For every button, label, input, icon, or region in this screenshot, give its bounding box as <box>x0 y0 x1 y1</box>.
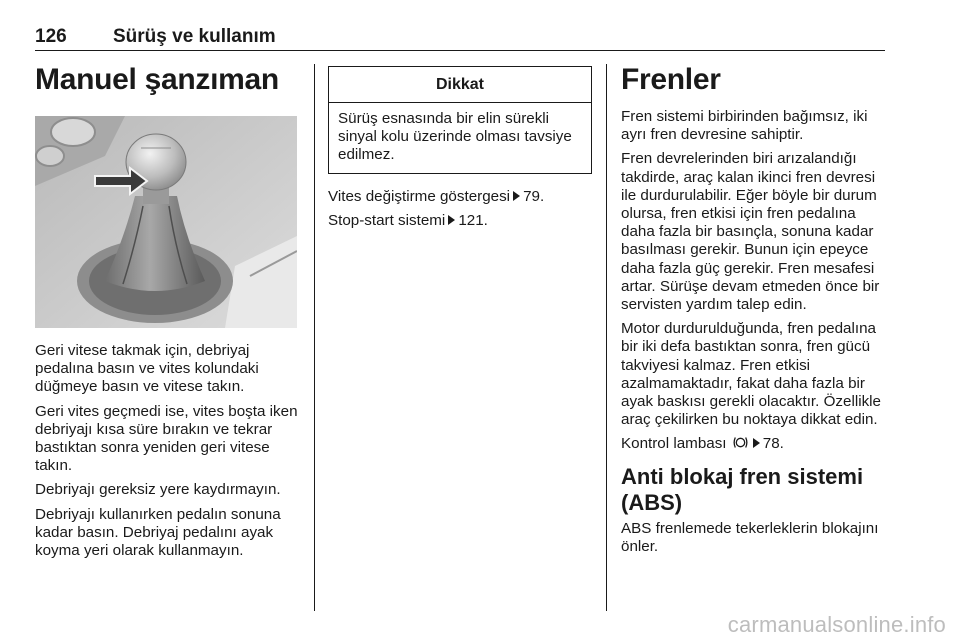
reference-text: Kontrol lambası <box>621 435 727 453</box>
paragraph: Geri vites geçmedi ise, vites boşta iken debriyajı kısa süre bırakın ve tekrar bastıktan sonra yeniden geri vitese takın. <box>35 402 298 475</box>
reference-page: 78. <box>762 435 784 453</box>
paragraph: Geri vitese takmak için, debriyaj pedalına basın ve vites kolundaki düğmeye basın ve vitese takın. <box>35 342 259 396</box>
paragraph: Debriyajı gereksiz yere kaydırmayın. <box>35 481 281 499</box>
reference-text: Stop-start sistemi <box>328 211 446 229</box>
caution-box <box>328 66 592 174</box>
paragraph: ABS frenlemede tekerleklerin blokajını önler. <box>621 519 879 555</box>
lamp-cross-reference[interactable] <box>621 435 889 453</box>
cross-reference[interactable] <box>328 212 592 230</box>
page-reference-arrow-icon <box>448 215 455 225</box>
brakes-heading: Frenler <box>621 63 721 96</box>
column-divider-left <box>314 64 315 611</box>
abs-heading: Anti blokaj fren sistemi (ABS) <box>621 463 864 515</box>
section-title: Sürüş ve kullanım <box>113 26 276 47</box>
column-divider-right <box>606 64 607 611</box>
gear-lever-illustration <box>35 116 297 328</box>
page-header <box>35 26 885 51</box>
page-number: 126 <box>35 26 67 47</box>
reference-text: Vites değiştirme göstergesi <box>328 187 511 205</box>
caution-title: Dikkat <box>329 67 591 103</box>
brake-warning-lamp-icon <box>733 436 748 449</box>
right-column <box>621 60 889 562</box>
middle-column <box>328 60 592 236</box>
paragraph: Fren devrelerinden biri arızalandığı takdirde, araç kalan ikinci fren devresi ile durdurulabilir. Eğer böyle bir durum olursa, fren etkisi için fren pedalına daha fazla bir basınçla, sonuna kadar basılması gerekir. Bunun için epeyce daha fazla güç gerekir. Fren mesafesi artar. Sürüşe devam etmeden önce bir servisten yardım talep edin. <box>621 150 880 314</box>
caution-body: Sürüş esnasında bir elin sürekli sinyal kolu üzerinde olması tavsiye edilmez. <box>338 110 572 164</box>
paragraph: Motor durdurulduğunda, fren pedalına bir iki defa bastıktan sonra, fren gücü takviyesi kalmaz. Fren etkisi azalmamaktadır, fakat daha fazla bir ayak baskısı gerekli olacaktır. Özellikle araç çekilirken bu noktaya dikkat edin. <box>621 320 881 429</box>
page-reference-arrow-icon <box>513 191 520 201</box>
watermark: carmanualsonline.info <box>727 612 946 637</box>
page-reference-arrow-icon <box>753 438 760 448</box>
left-column <box>35 60 300 566</box>
manual-transmission-heading: Manuel şanzıman <box>35 63 279 96</box>
paragraph: Debriyajı kullanırken pedalın sonuna kadar basın. Debriyaj pedalını ayak koyma yeri olarak kullanmayın. <box>35 505 281 560</box>
cross-reference[interactable] <box>328 188 592 206</box>
reference-page: 121. <box>458 211 488 229</box>
reference-page: 79. <box>523 187 545 205</box>
paragraph: Fren sistemi birbirinden bağımsız, iki ayrı fren devresine sahiptir. <box>621 108 868 144</box>
